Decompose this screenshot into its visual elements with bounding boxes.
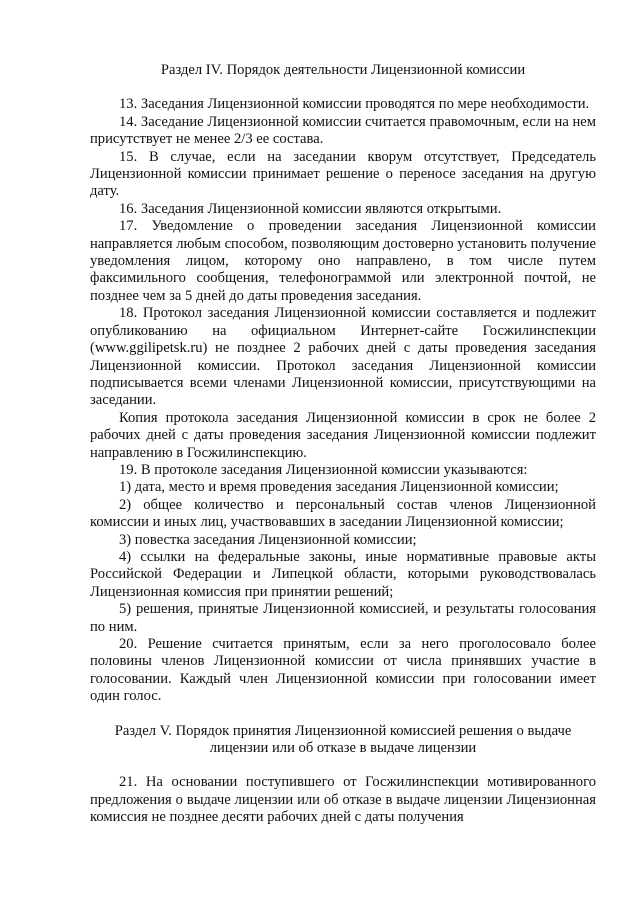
paragraph-14: 14. Заседание Лицензионной комиссии считается правомочным, если на нем присутствует не менее 2/3 ее состава. [90,113,596,148]
section-v-heading [90,723,596,758]
section-v-heading-line-2: лицензии или об отказе в выдаче лицензии [209,740,477,757]
list-item-4: 4) ссылки на федеральные законы, иные нормативные правовые акты Российской Федерации и Липецкой области, которыми руководствовалась Лицензионная комиссия при принятии решений; [90,548,596,600]
section-v-heading-line-1: Раздел V. Порядок принятия Лицензионной комиссией решения о выдаче [114,722,572,739]
section-iv-heading: Раздел IV. Порядок деятельности Лицензионной комиссии [160,62,526,78]
paragraph-16: 16. Заседания Лицензионной комиссии являются открытыми. [119,200,502,217]
paragraph-17: 17. Уведомление о проведении заседания Лицензионной комиссии направляется любым способом, позволяющим достоверно установить получение уведомления лицом, которому оно направлено, в том числе путем факсимильного сообщения, телефонограммой или электронной почтой, не позднее чем за 5 дней до даты проведения заседания. [90,218,596,304]
paragraph-15: 15. В случае, если на заседании кворум отсутствует, Председатель Лицензионной комиссии принимает решение о переносе заседания на другую дату. [90,148,596,200]
paragraph-20: 20. Решение считается принятым, если за него проголосовало более половины членов Лицензионной комиссии от числа принявших участие в голосовании. Каждый член Лицензионной комиссии при голосовании имеет один голос. [90,636,596,705]
document-page [90,62,596,827]
list-item-2: 2) общее количество и персональный состав членов Лицензионной комиссии и иных лиц, участвовавших в заседании Лицензионной комиссии; [90,496,596,531]
list-item-3: 3) повестка заседания Лицензионной комиссии; [119,531,417,548]
paragraph-19: 19. В протоколе заседания Лицензионной комиссии указываются: [119,461,528,478]
paragraph-13: 13. Заседания Лицензионной комиссии проводятся по мере необходимости. [119,96,590,113]
paragraph-18-copy: Копия протокола заседания Лицензионной комиссии в срок не более 2 рабочих дней с даты проведения заседания Лицензионной комиссии подлежит направлению в Госжилинспекцию. [90,409,596,461]
list-item-1: 1) дата, место и время проведения заседания Лицензионной комиссии; [119,479,559,496]
list-item-5: 5) решения, принятые Лицензионной комиссией, и результаты голосования по ним. [90,601,596,635]
paragraph-18: 18. Протокол заседания Лицензионной комиссии составляется и подлежит опубликованию на официальном Интернет-сайте Госжилинспекции (www.ggilipetsk.ru) не позднее 2 рабочих дней с даты проведения заседания Лицензионной комиссии. Протокол заседания Лицензионной комиссии подписывается всеми членами Лицензионной комиссии, присутствующими на заседании. [90,305,596,409]
paragraph-21: 21. На основании поступившего от Госжилинспекции мотивированного предложения о выдаче лицензии или об отказе в выдаче лицензии Лицензионная комиссия не позднее десяти рабочих дней с даты получения [90,774,596,826]
